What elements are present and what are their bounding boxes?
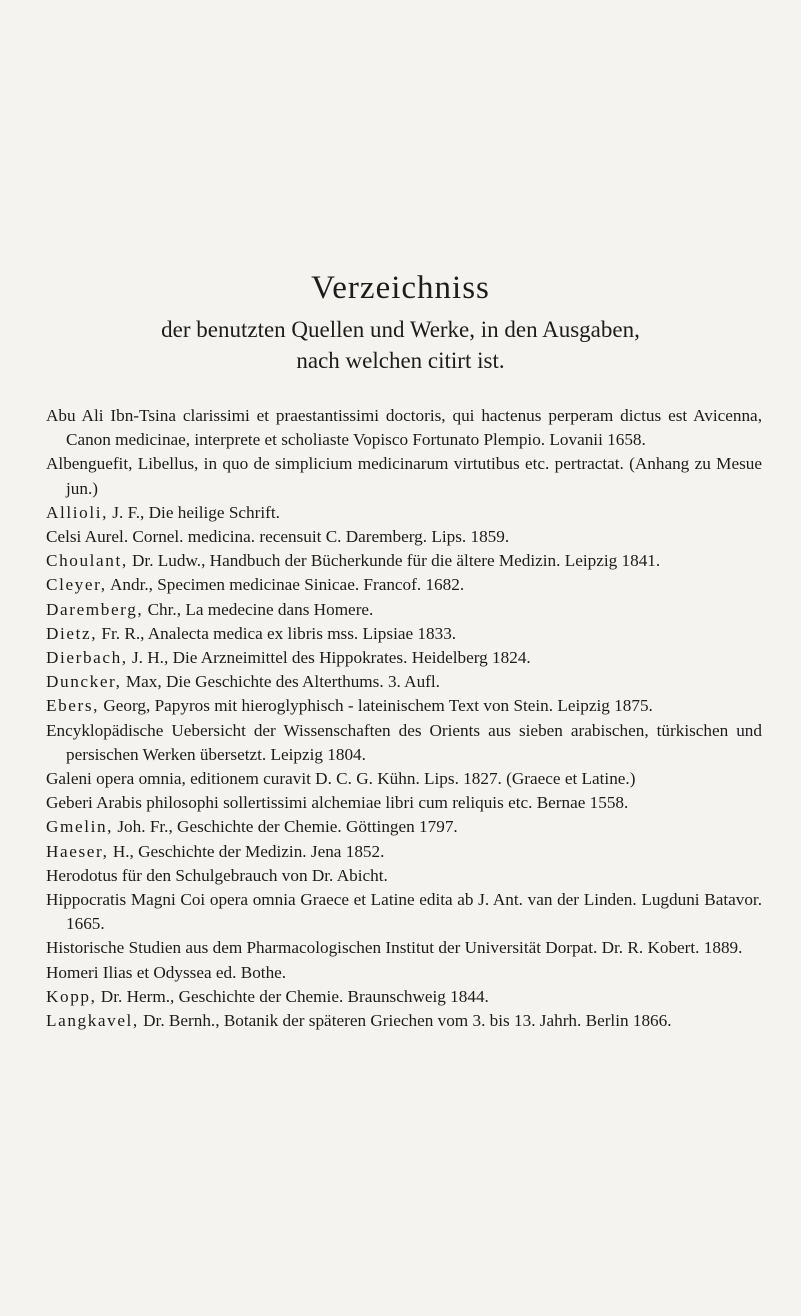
entry-text: Joh. Fr., Geschichte der Chemie. Göttingen 1797. bbox=[113, 817, 458, 837]
entry-text: Historische Studien aus dem Pharmacologischen Institut der Universität Dorpat. Dr. R. Kobert. 1889. bbox=[46, 938, 743, 958]
bibliography-entry bbox=[46, 404, 762, 452]
bibliography-entry bbox=[46, 646, 762, 670]
entry-text: Encyklopädische Uebersicht der Wissenschaften des Orients aus sieben arabischen, türkischen und persischen Werken übersetzt. Leipzig 1804. bbox=[46, 720, 762, 764]
bibliography-entry bbox=[46, 767, 762, 791]
entry-text: Georg, Papyros mit hieroglyphisch - lateinischem Text von Stein. Leipzig 1875. bbox=[99, 696, 653, 716]
entry-author: Allioli, bbox=[46, 502, 108, 522]
bibliography-entry bbox=[46, 936, 762, 960]
entry-author: Dierbach, bbox=[46, 648, 128, 668]
entry-text: Homeri Ilias et Odyssea ed. Bothe. bbox=[46, 962, 287, 982]
entry-text: Fr. R., Analecta medica ex libris mss. Lipsiae 1833. bbox=[97, 623, 457, 643]
bibliography-entry bbox=[46, 864, 762, 888]
entry-author: Gmelin, bbox=[46, 817, 114, 837]
bibliography-entry bbox=[46, 573, 762, 597]
entry-text: Hippocratis Magni Coi opera omnia Graece et Latine edita ab J. Ant. van der Linden. Lugduni Batavor. 1665. bbox=[46, 890, 762, 934]
entry-text: Max, Die Geschichte des Alterthums. 3. Aufl. bbox=[121, 672, 440, 692]
bibliography-entry bbox=[46, 985, 762, 1009]
bibliography-entry bbox=[46, 815, 762, 839]
entry-author: Cleyer, bbox=[46, 575, 107, 595]
entry-text: H., Geschichte der Medizin. Jena 1852. bbox=[108, 841, 385, 861]
entry-text: Abu Ali Ibn-Tsina clarissimi et praestantissimi doctoris, qui hactenus perperam dictus est Avicenna, Canon medicinae, interprete et scholiaste Vopisco Fortunato Plempio. Lovanii 1658. bbox=[46, 406, 762, 450]
entry-text: J. H., Die Arzneimittel des Hippokrates. Heidelberg 1824. bbox=[127, 648, 531, 668]
bibliography-entry bbox=[46, 840, 762, 864]
bibliography-entry bbox=[46, 501, 762, 525]
bibliography-list bbox=[46, 404, 762, 1033]
entry-text: Dr. Herm., Geschichte der Chemie. Braunschweig 1844. bbox=[96, 986, 489, 1006]
entry-author: Ebers, bbox=[46, 696, 100, 716]
bibliography-entry bbox=[46, 694, 762, 718]
entry-text: Geberi Arabis philosophi sollertissimi alchemiae libri cum reliquis etc. Bernae 1558. bbox=[46, 793, 629, 813]
bibliography-entry bbox=[46, 791, 762, 815]
entry-text: Dr. Ludw., Handbuch der Bücherkunde für die ältere Medizin. Leipzig 1841. bbox=[127, 551, 661, 571]
entry-author: Duncker, bbox=[46, 672, 122, 692]
bibliography-entry bbox=[46, 598, 762, 622]
bibliography-entry bbox=[46, 719, 762, 767]
bibliography-entry bbox=[46, 670, 762, 694]
entry-text: J. F., Die heilige Schrift. bbox=[107, 502, 280, 522]
entry-text: Herodotus für den Schulgebrauch von Dr. Abicht. bbox=[46, 865, 388, 885]
entry-author: Choulant, bbox=[46, 551, 128, 571]
bibliography-entry bbox=[46, 961, 762, 985]
bibliography-entry bbox=[46, 622, 762, 646]
bibliography-entry bbox=[46, 549, 762, 573]
entry-author: Langkavel, bbox=[46, 1011, 139, 1031]
entry-author: Daremberg, bbox=[46, 599, 144, 619]
entry-author: Dietz, bbox=[46, 623, 98, 643]
page-subtitle bbox=[0, 314, 801, 376]
subtitle-line-2: nach welchen citirt ist. bbox=[296, 348, 505, 373]
entry-text: Albenguefit, Libellus, in quo de simplicium medicinarum virtutibus etc. pertractat. (Anhang zu Mesue jun.) bbox=[46, 454, 762, 498]
entry-text: Andr., Specimen medicinae Sinicae. Francof. 1682. bbox=[106, 575, 465, 595]
subtitle-line-1: der benutzten Quellen und Werke, in den Ausgaben, bbox=[161, 317, 640, 342]
bibliography-entry bbox=[46, 888, 762, 936]
entry-author: Haeser, bbox=[46, 841, 109, 861]
entry-author: Kopp, bbox=[46, 986, 97, 1006]
entry-text: Galeni opera omnia, editionem curavit D. C. G. Kühn. Lips. 1827. (Graece et Latine.) bbox=[46, 769, 636, 789]
entry-text: Dr. Bernh., Botanik der späteren Griechen vom 3. bis 13. Jahrh. Berlin 1866. bbox=[138, 1011, 672, 1031]
entry-text: Chr., La medecine dans Homere. bbox=[143, 599, 374, 619]
page-title: Verzeichniss bbox=[311, 270, 490, 306]
bibliography-entry bbox=[46, 1009, 762, 1033]
entry-text: Celsi Aurel. Cornel. medicina. recensuit C. Daremberg. Lips. 1859. bbox=[46, 527, 510, 547]
bibliography-entry bbox=[46, 452, 762, 500]
bibliography-entry bbox=[46, 525, 762, 549]
